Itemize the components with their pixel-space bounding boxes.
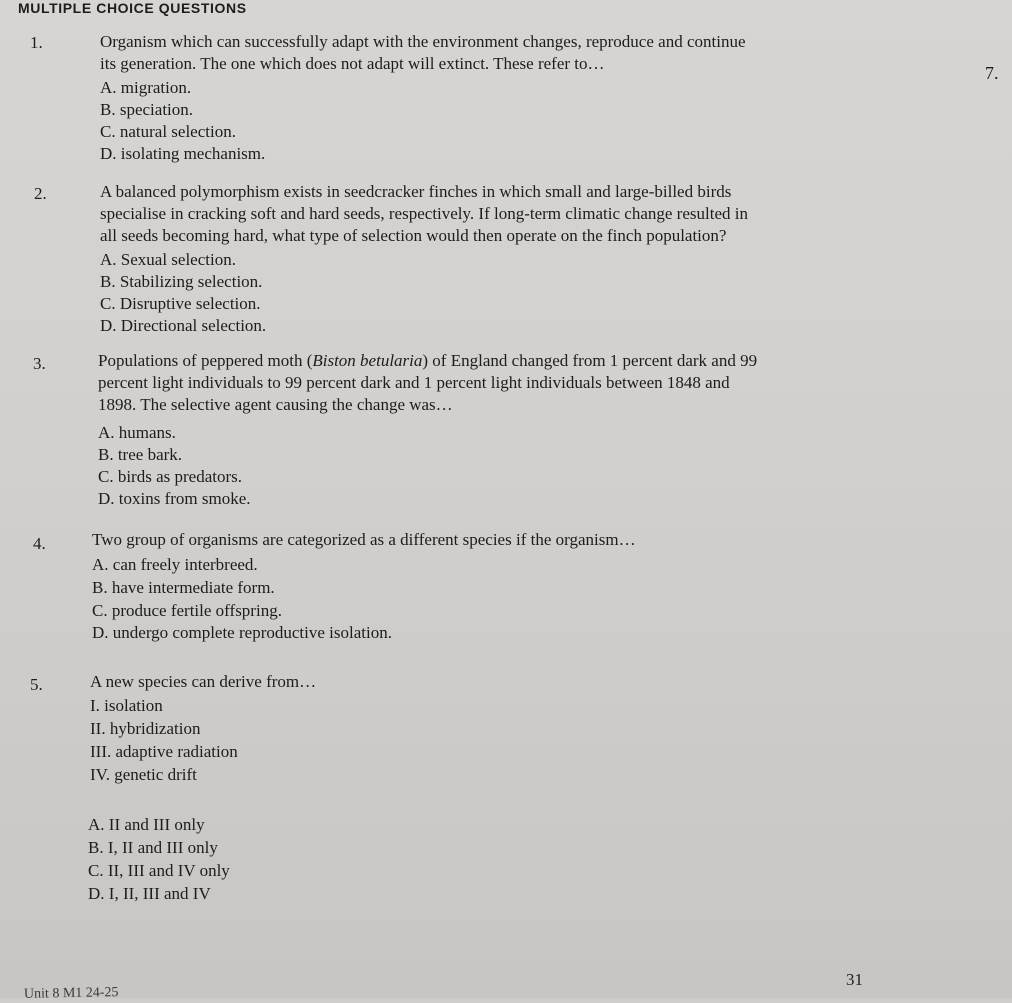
roman-item: IV. genetic drift <box>90 765 197 784</box>
question-number: 2. <box>34 184 47 203</box>
answer-option: A. migration. <box>100 78 192 97</box>
question-number: 4. <box>33 534 46 553</box>
stem-line: Two group of organisms are categorized as a different species if the organism… <box>92 530 636 549</box>
answer-option: C. natural selection. <box>100 122 236 141</box>
question-stem <box>100 31 860 75</box>
answer-option: B. speciation. <box>100 100 194 119</box>
stem-line: percent light individuals to 99 percent dark and 1 percent light individuals between 1848 and <box>98 373 730 392</box>
question-stem <box>92 529 852 551</box>
answer-option: B. Stabilizing selection. <box>100 272 263 291</box>
margin-question-number: 7. <box>985 63 999 83</box>
stem-line: Organism which can successfully adapt with the environment changes, reproduce and continue <box>100 32 746 51</box>
stem-line: all seeds becoming hard, what type of selection would then operate on the finch population? <box>100 226 727 245</box>
answer-option: A. Sexual selection. <box>100 250 236 269</box>
answer-option: D. isolating mechanism. <box>100 144 266 163</box>
stem-line <box>98 350 858 372</box>
answer-option: D. I, II, III and IV <box>88 884 211 903</box>
question-number: 5. <box>30 675 43 694</box>
stem-line: 1898. The selective agent causing the change was… <box>98 395 453 414</box>
roman-item: II. hybridization <box>90 719 201 738</box>
answer-option: B. tree bark. <box>98 445 183 464</box>
stem-text: Populations of peppered moth ( <box>98 351 313 370</box>
question-stem <box>90 671 850 693</box>
stem-line: its generation. The one which does not adapt will extinct. These refer to… <box>100 54 605 73</box>
answer-option: A. humans. <box>98 423 176 442</box>
stem-line: A new species can derive from… <box>90 672 317 691</box>
section-header: MULTIPLE CHOICE QUESTIONS <box>18 0 247 16</box>
roman-item: III. adaptive radiation <box>90 742 238 761</box>
stem-line: A balanced polymorphism exists in seedcracker finches in which small and large-billed birds <box>100 182 732 201</box>
answer-option: C. produce fertile offspring. <box>92 601 282 620</box>
question-stem <box>100 181 860 247</box>
answer-option: B. I, II and III only <box>88 838 218 857</box>
answer-option: A. can freely interbreed. <box>92 555 258 574</box>
answer-option: D. Directional selection. <box>100 316 267 335</box>
answer-option: D. toxins from smoke. <box>98 489 251 508</box>
answer-option: D. undergo complete reproductive isolation. <box>92 623 392 642</box>
answer-option: C. II, III and IV only <box>88 861 230 880</box>
stem-line: specialise in cracking soft and hard seeds, respectively. If long-term climatic change resulted in <box>100 204 748 223</box>
species-name: Biston betularia <box>312 351 423 370</box>
answer-option: A. II and III only <box>88 815 205 834</box>
stem-text: ) of England changed from 1 percent dark and 99 <box>422 351 758 370</box>
answer-option: B. have intermediate form. <box>92 578 275 597</box>
page-footer: Unit 8 M1 24-25 <box>23 985 119 1002</box>
question-number: 3. <box>33 354 46 373</box>
page-number: 31 <box>846 970 863 989</box>
roman-item: I. isolation <box>90 696 163 715</box>
question-stem <box>98 350 858 416</box>
question-number: 1. <box>30 33 43 52</box>
answer-option: C. Disruptive selection. <box>100 294 261 313</box>
answer-option: C. birds as predators. <box>98 467 243 486</box>
